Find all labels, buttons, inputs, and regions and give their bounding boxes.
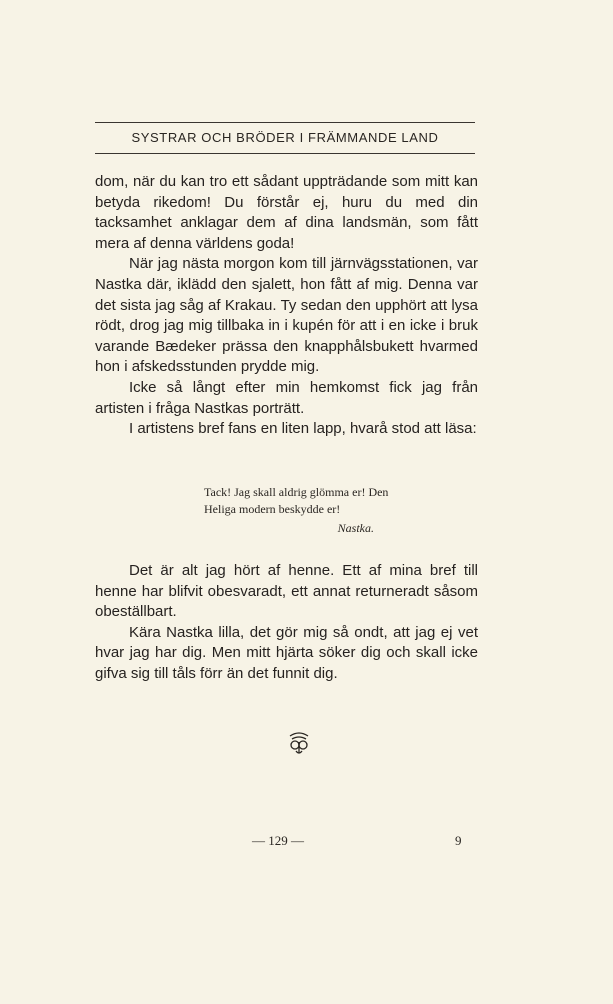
signature-mark: 9 xyxy=(455,833,462,848)
quoted-note xyxy=(204,484,394,537)
paragraph: Det är alt jag hört af henne. Ett af mina bref till henne har blifvit obesvaradt, ett annat returneradt såsom obeställbart. xyxy=(95,562,478,621)
page-number: — 129 — xyxy=(252,833,304,848)
paragraph: När jag nästa morgon kom till järnvägsstationen, var Nastka där, iklädd den sjalett, hon fått af mig. Denna var det sista jag såg af Krakau. Ty sedan den upphört att lysa rödt, drog jag mig tillbaka in i kupén för att i en icke i bruk varande Bædeker prässa den knapphålsbukett hvarmed hon i afskedsstunden prydde mig. xyxy=(95,255,478,376)
paragraph: I artistens bref fans en liten lapp, hvarå stod att läsa: xyxy=(129,420,477,438)
note-signature: Nastka. xyxy=(337,521,374,535)
paragraph: Kära Nastka lilla, det gör mig så ondt, att jag ej vet hvar jag har dig. Men mitt hjärta söker dig och skall icke gifva sig till tåls förr än det funnit dig. xyxy=(95,623,478,682)
fleuron-icon xyxy=(286,730,312,756)
paragraph: dom, när du kan tro ett sådant uppträdande som mitt kan betyda rikedom! Du förstår ej, huru du med din tacksamhet anklagar dem af dina landsmän, som fått mera af denna världens goda! xyxy=(95,173,478,252)
header-rule-top xyxy=(95,122,475,123)
paragraph: Icke så långt efter min hemkomst fick jag från artisten i fråga Nastkas porträtt. xyxy=(95,378,478,417)
body-text-first xyxy=(95,172,478,440)
header-rule-bottom xyxy=(95,153,475,154)
body-text-second xyxy=(95,561,478,685)
note-text: Tack! Jag skall aldrig glömma er! Den Heliga modern beskydde er! xyxy=(204,485,389,516)
running-head: SYSTRAR OCH BRÖDER I FRÄMMANDE LAND xyxy=(131,130,439,145)
